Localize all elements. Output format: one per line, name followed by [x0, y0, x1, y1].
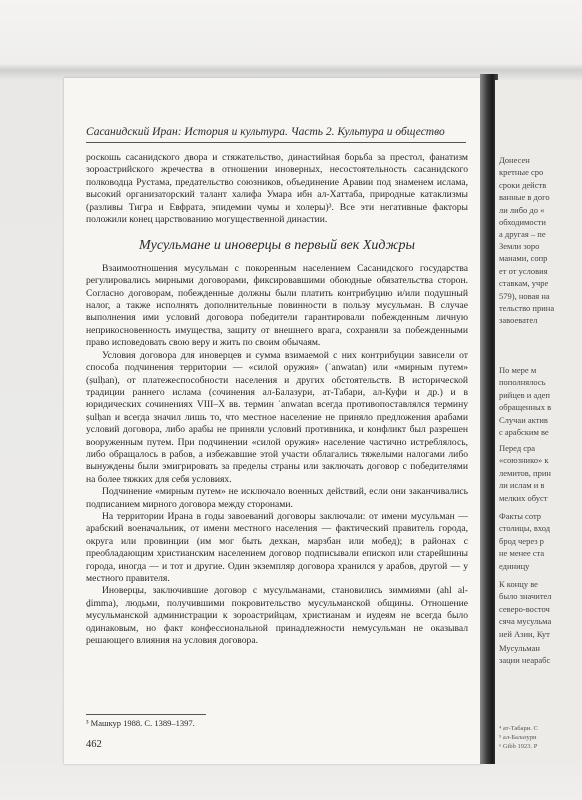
- intro-paragraph: роскошь сасанидского двора и стяжательство, династийная борьба за престол, фанатизм зороастрийского жречества в отношении иноверных, несостоятельность сасанидского полководца Рустама, предательство союзников, объединение Аравии под знаменем ислама, высокий организаторский талант халифа Умара ибн ал-Хаттаба, природные катаклизмы (разливы Тигра и Евфрата, эпидемии чумы и холеры)³. Все эти негативные факторы положили конец царствованию могущественной династии.: [86, 152, 468, 226]
- running-header: Сасанидский Иран: История и культура. Часть 2. Культура и общество: [86, 126, 445, 138]
- paragraph-4: На территории Ирана в годы завоеваний договоры заключали: от имени мусульман — арабский военачальник, от имени местного населения — фактический правитель города, округа или провинции (им мог быть дехкан, марзбан или мобед); в районах с преобладающим христианским населением договор подписывали епископ или старейшины города, иногда — и тот и другие. Один экземпляр договора хранился у арабов, другой — у местного правителя.: [86, 510, 468, 584]
- right-page-footnotes: ⁴ ат-Табари. С ⁵ ал-Балазури ⁶ Gibb 1923. Р: [499, 725, 538, 750]
- right-block-4: Перед сра «союзнико» к лемитов, прин ли ислам и в мелких обуст: [499, 443, 551, 503]
- right-book-page: [495, 80, 582, 764]
- right-block-5: Факты сотр столицы, вход брод через р не менее ста единицу: [499, 511, 551, 571]
- section-title: Мусульмане и иноверцы в первый век Хиджры: [139, 238, 415, 254]
- footnote: ³ Машкур 1988. С. 1389–1397.: [86, 718, 195, 728]
- left-book-page: [64, 78, 482, 764]
- right-block-7: Мусульман зации неарабс: [499, 643, 551, 666]
- right-block-1: Донесен кретные сро сроки действ ванные в дого ли либо до « обходимости а другая – пе: [499, 155, 550, 240]
- paragraph-3: Подчинение «мирным путем» не исключало военных действий, если они заканчивались подписанием мирного договора между сторонами.: [86, 486, 468, 510]
- paragraph-1: Взаимоотношения мусульман с покоренным населением Сасанидского государства регулировались мирными договорами, фиксировавшими обоюдные обязательства сторон. Согласно договорам, побежденные должны были платить контрибуцию и/или подушный налог, а также исполнять дополнительные повинности в пользу мусульман. В случае выполнения ими условий договора победители гарантировали побежденным личную неприкосновенность имущества, защиту от внешнего врага, сохраняли за побежденными право исповедовать свою веру и жить по своим обычаям.: [86, 262, 468, 349]
- right-block-2: Земли зоро манами, сопр ет от условия ставкам, учре 579), новая на тельство прина завоевател: [499, 241, 555, 326]
- page-body: [86, 152, 468, 647]
- page-number: 462: [86, 739, 102, 750]
- paragraph-5: Иноверцы, заключившие договор с мусульманами, становились зиммиями (ahl al-ḏimma), людьми, получившими покровительство мусульманской общины. Отношение мусульманской администрации к зороастрийцам, христианам и иудеям не всегда было одинаковым, но факт конфессиональной принадлежности немусульман не оказывал решающего влияния на условия договора.: [86, 585, 468, 647]
- right-block-3: По мере м пополнялось рийцев и адеп обращенных в Случаи актив с арабским ве: [499, 365, 552, 438]
- paragraph-2: Условия договора для иноверцев и сумма взимаемой с них контрибуции зависели от способа подчинения территории — «силой оружия» (ʿanwatan) или «мирным путем» (ṣulḥan), от платежеспособности населения и других обстоятельств. В исторической традиции раннего ислама (сочинения ал-Балазури, ат-Табари, ал-Куфи и др.) и в юридических сочинениях VIII–X вв. термин ʿanwatan всегда противопоставлялся термину ṣulḥan и всегда значил лишь то, что местное население не приняло предложения арабами условий договора, либо арабы не приняли условий противника, и конфликт был разрешен вооруженным путем. При подчинении «силой оружия» население частично истреблялось, либо обращалось в рабов, а избежавшие этой участи облагались тяжелыми налогами либо вынуждены были эмигрировать за пределы страны или заключать договор с победителями на более тяжких для себя условиях.: [86, 349, 468, 485]
- header-rule: [86, 142, 466, 143]
- right-block-6: К концу ве было значител северо-восточ сяча мусульма ней Азии, Кут: [499, 579, 552, 639]
- footnote-rule: [86, 714, 206, 715]
